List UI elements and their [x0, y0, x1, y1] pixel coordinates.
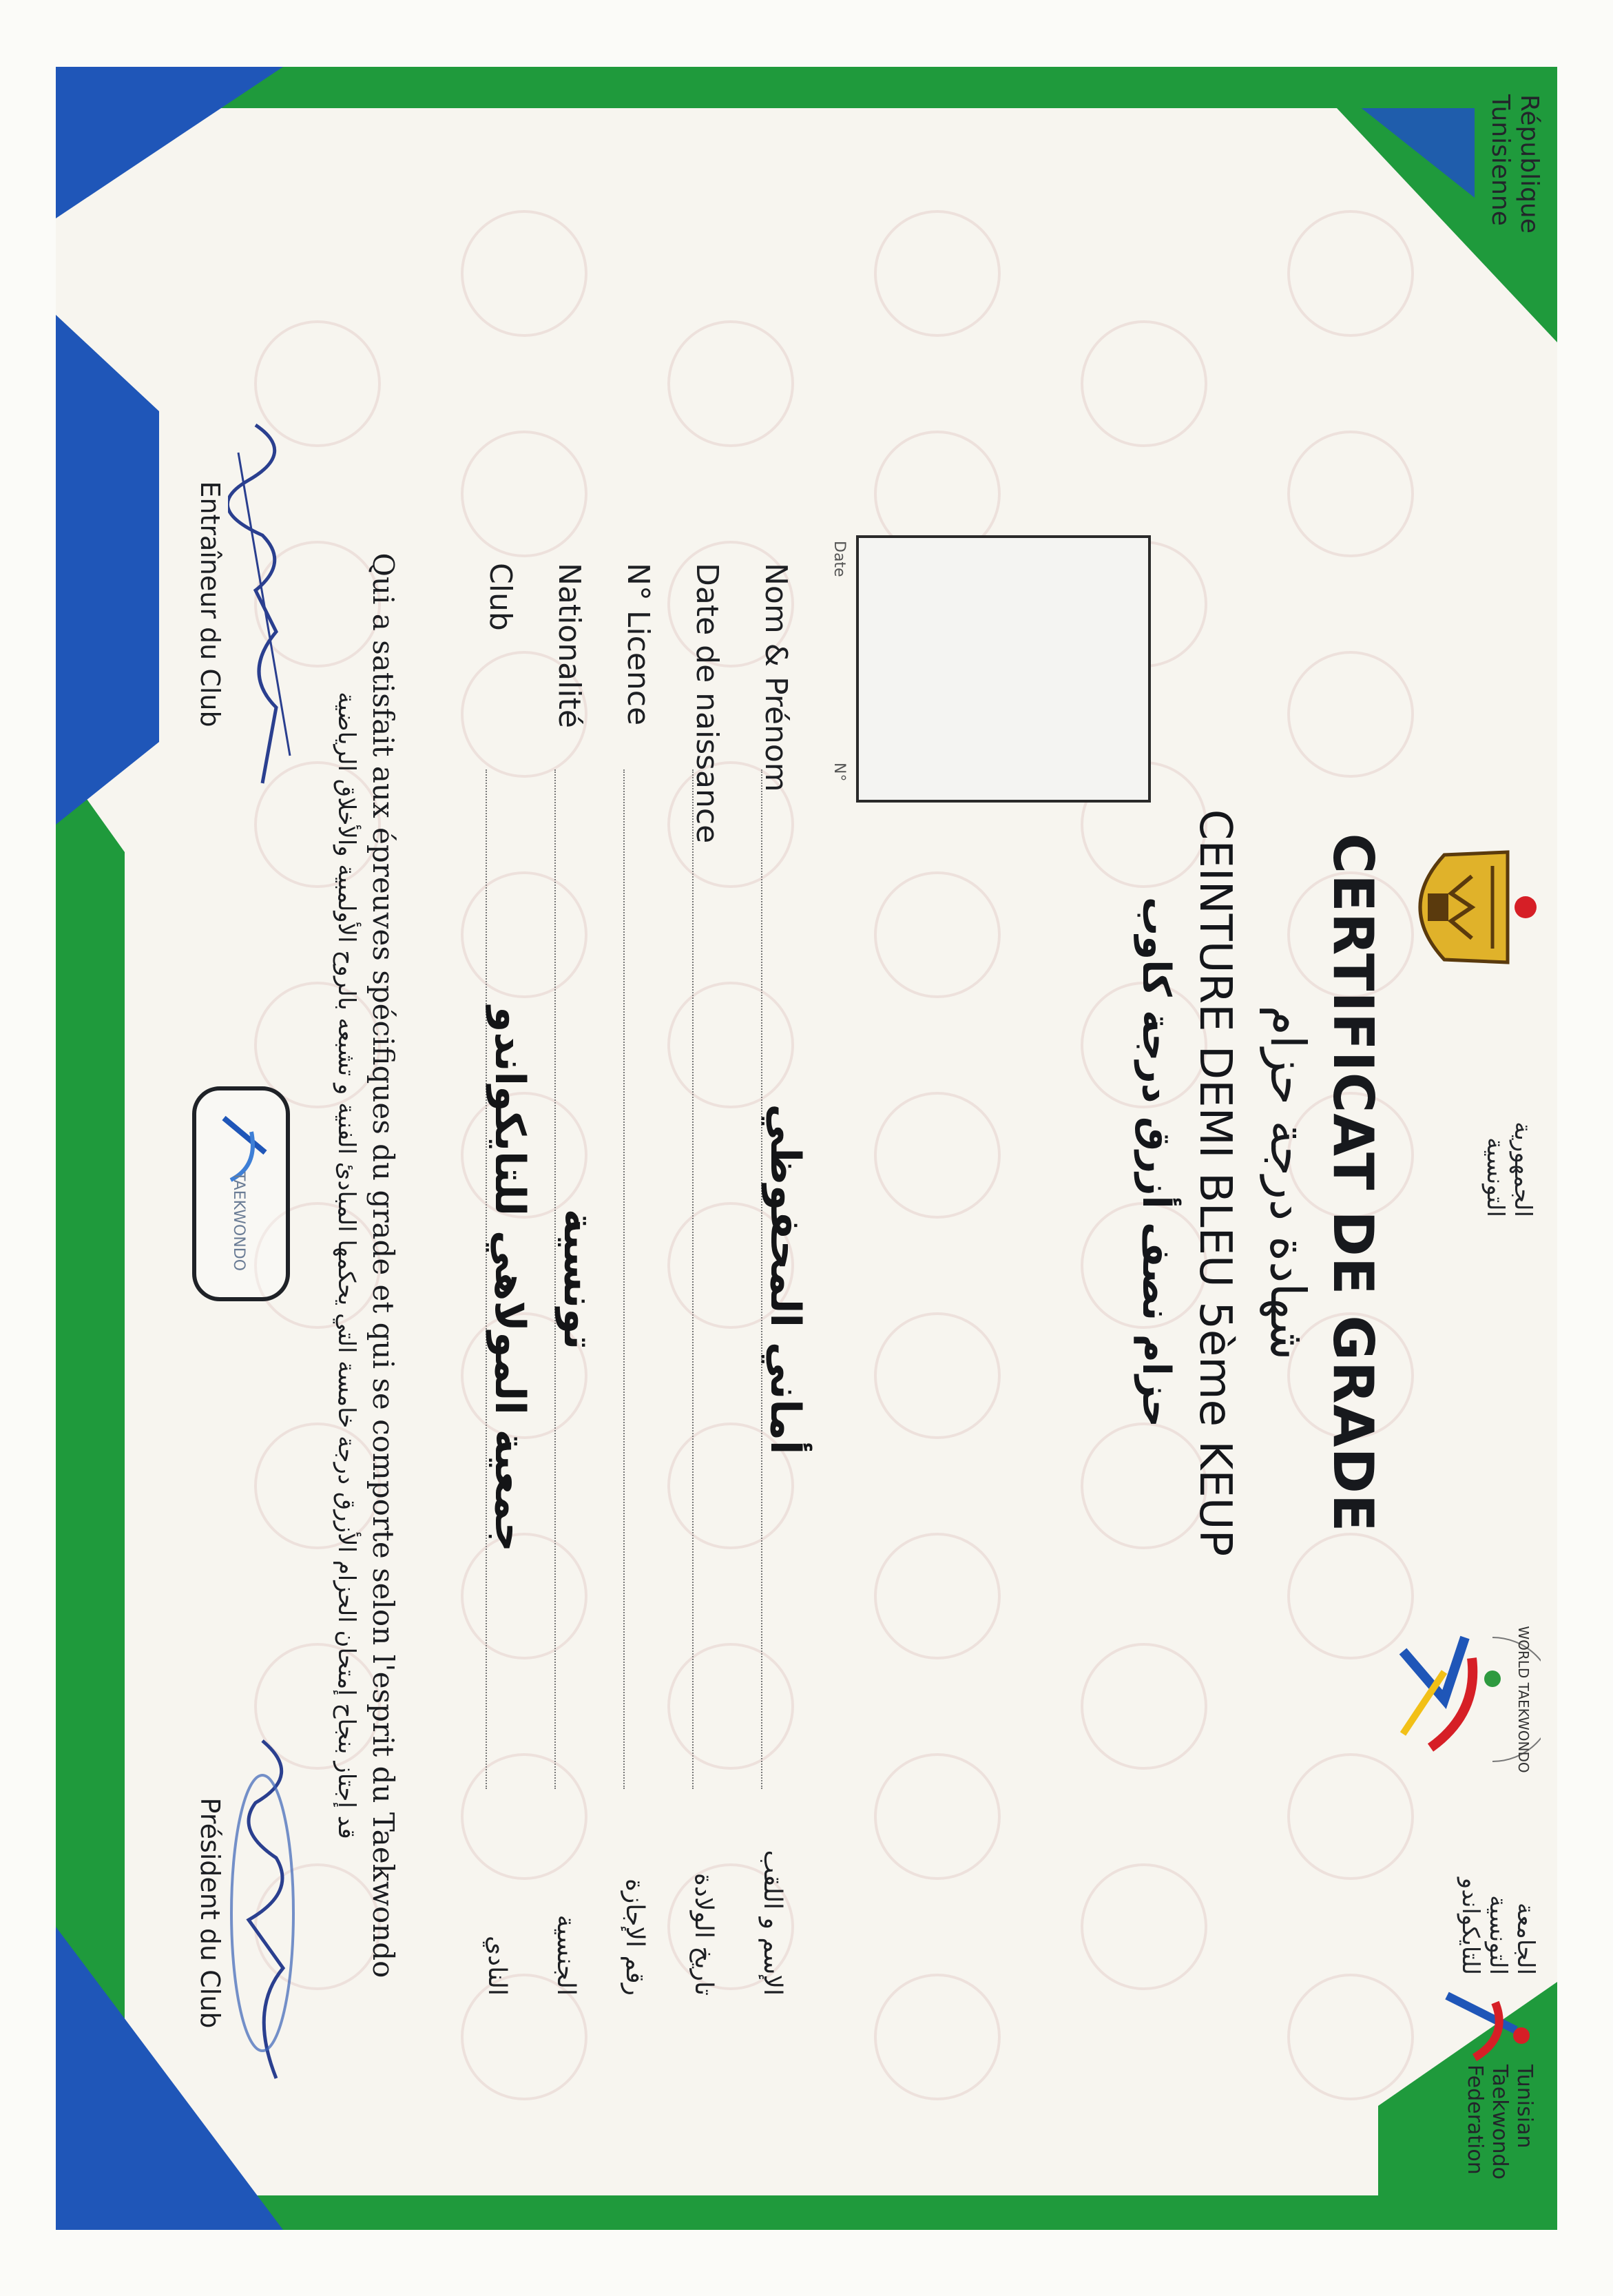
- stamp-text: TAEKWONDO: [230, 1171, 247, 1271]
- federation-line-3: Federation: [1463, 2064, 1487, 2175]
- signature-right-scribble: [228, 1720, 304, 2106]
- field-licence-label-ar: رقم الإجازة: [621, 1878, 649, 1996]
- closing-statement-ar: قد إجتاز بنجاح إمتحان الحزام الأزرق درجة خامسة التي يحكمها المبادئ الفنية و تشبعه بالروح الأولمبية والأخلاق الرياضية: [333, 691, 360, 1839]
- field-nationality-value: تونسية: [554, 1208, 603, 1349]
- republic-ar-line-2: التونسية: [1481, 1137, 1509, 1217]
- field-name-label: Nom & Prénom: [758, 562, 793, 792]
- field-club-value: جمعية المولاهي للتايكواندو: [486, 1006, 534, 1552]
- field-name-label-ar: الإسم و اللقب: [758, 1850, 787, 1996]
- field-licence: [614, 563, 676, 1996]
- certificate-title-ar: شهادة درجة حزام: [1260, 1004, 1316, 1361]
- field-name-value: أماني المحفوظي: [761, 1104, 809, 1454]
- field-licence-line: [623, 769, 625, 1789]
- field-birthdate: [683, 563, 745, 1996]
- republic-line-2: Tunisienne: [1486, 94, 1515, 226]
- republic-header: [1485, 94, 1543, 453]
- republic-header-ar: [1481, 1011, 1537, 1217]
- federation-line-2: Taekwondo: [1488, 2064, 1512, 2180]
- field-club: [476, 563, 538, 1996]
- signature-right-role: Président du Club: [195, 1797, 225, 2028]
- club-stamp: [192, 1086, 290, 1301]
- federation-header-ar: [1457, 1817, 1539, 1975]
- field-name: [751, 563, 813, 1996]
- federation-header: [1462, 2065, 1537, 2189]
- world-taekwondo-logo: [1382, 1610, 1541, 1789]
- signature-left-block: [195, 411, 304, 797]
- world-logo-text: WORLD TAEKWONDO: [1515, 1625, 1532, 1773]
- photo-number-label: N°: [831, 762, 848, 781]
- republic-ar-line-1: الجمهورية: [1509, 1121, 1537, 1217]
- field-birthdate-label: Date de naissance: [689, 562, 725, 843]
- federation-ar-line-2: التونسية: [1484, 1894, 1512, 1975]
- federation-line-1: Tunisian: [1512, 2064, 1537, 2148]
- certificate-title: CERTIFICAT DE GRADE: [1321, 832, 1385, 1533]
- signature-left-role: Entraîneur du Club: [195, 480, 225, 727]
- field-birthdate-line: [692, 769, 694, 1789]
- field-birthdate-label-ar: تاريخ الولادة: [689, 1872, 718, 1996]
- field-club-label: Club: [483, 562, 518, 631]
- photo-date-label: Date: [831, 540, 848, 577]
- stamp-logo-icon: [196, 1090, 286, 1297]
- republic-line-1: République: [1515, 94, 1543, 234]
- certificate: [56, 67, 1557, 2230]
- federation-ar-line-3: للتايكواندو: [1457, 1877, 1484, 1975]
- grade-title: CEINTURE DEMI BLEU 5ème KEUP: [1189, 809, 1240, 1556]
- field-nationality: [545, 563, 607, 1996]
- field-nationality-label: Nationalité: [552, 562, 587, 728]
- field-licence-label: N° Licence: [621, 562, 656, 725]
- field-nationality-label-ar: الجنسية: [552, 1914, 580, 1996]
- coat-of-arms-icon: [1389, 825, 1541, 990]
- signature-left-scribble: [228, 411, 304, 797]
- federation-ar-line-1: الجامعة: [1512, 1902, 1539, 1975]
- photo-frame: [856, 535, 1151, 803]
- field-club-label-ar: النادي: [483, 1935, 511, 1996]
- federation-logo-icon: [1433, 1982, 1537, 2065]
- signature-right-block: [195, 1720, 304, 2106]
- closing-statement: Qui a satisfait aux épreuves spécifiques du grade et qui se comporte selon l'esprit du Taekwondo: [366, 552, 400, 1978]
- grade-title-ar: حزام نصف أزرق درجة كاوب: [1134, 896, 1178, 1427]
